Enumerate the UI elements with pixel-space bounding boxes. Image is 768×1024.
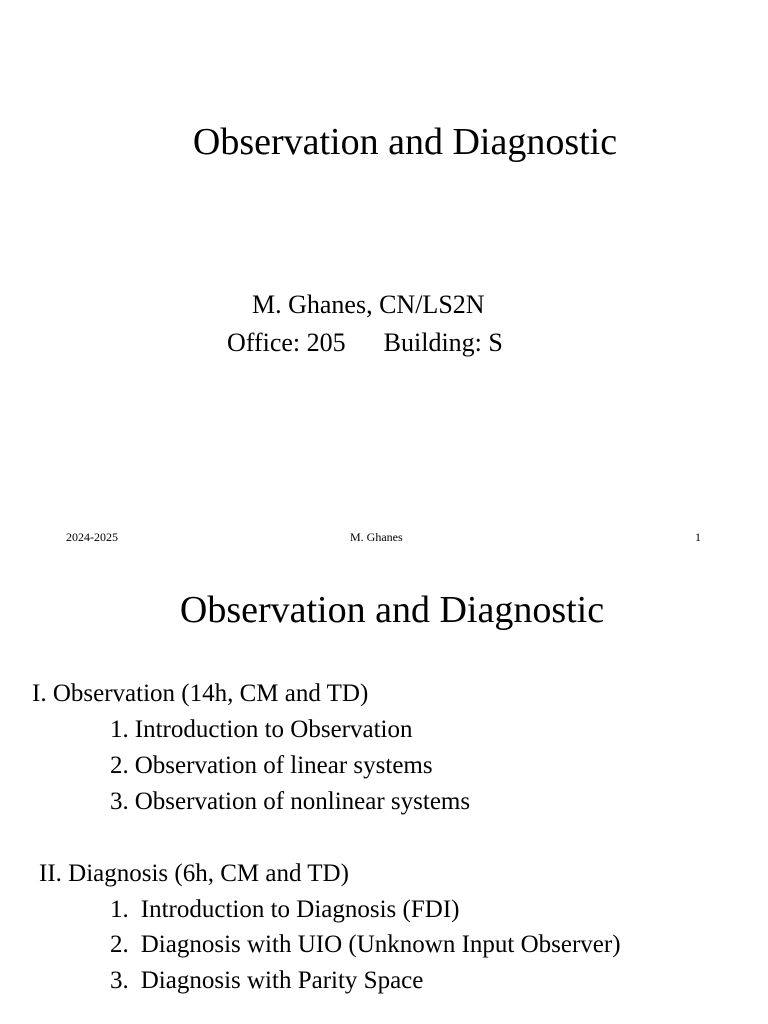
item-text: Introduction to Observation — [134, 716, 413, 743]
item-number: 2. — [110, 752, 129, 779]
outline-slide — [0, 560, 768, 1024]
author-name: M. Ghanes, CN/LS2N — [252, 290, 485, 319]
item-number: 1. — [110, 716, 129, 743]
slide-title: Observation and Diagnostic — [179, 589, 605, 631]
footer-year: 2024-2025 — [66, 530, 118, 544]
list-item — [110, 716, 412, 744]
item-text: Diagnosis with Parity Space — [140, 967, 424, 994]
item-text: Observation of nonlinear systems — [134, 788, 471, 815]
item-number: 3. — [110, 788, 129, 815]
list-item — [110, 931, 621, 959]
section-heading: I. Observation (14h, CM and TD) — [32, 680, 369, 707]
list-item — [110, 752, 433, 780]
item-text: Diagnosis with UIO (Unknown Input Observer) — [140, 931, 621, 958]
list-item — [110, 788, 470, 816]
slide-title: Observation and Diagnostic — [192, 121, 618, 163]
office-info — [227, 328, 503, 358]
section-heading: II. Diagnosis (6h, CM and TD) — [39, 860, 349, 887]
item-number: 2. — [110, 931, 129, 958]
item-number: 1. — [110, 896, 129, 923]
footer-author: M. Ghanes — [350, 530, 403, 544]
list-item — [110, 896, 459, 924]
item-text: Observation of linear systems — [134, 752, 433, 779]
footer-page-number: 1 — [695, 530, 701, 544]
list-item — [110, 967, 423, 995]
item-text: Introduction to Diagnosis (FDI) — [140, 896, 460, 923]
office-label: Office: 205 — [227, 328, 346, 357]
building-label: Building: S — [383, 328, 503, 357]
item-number: 3. — [110, 967, 129, 994]
